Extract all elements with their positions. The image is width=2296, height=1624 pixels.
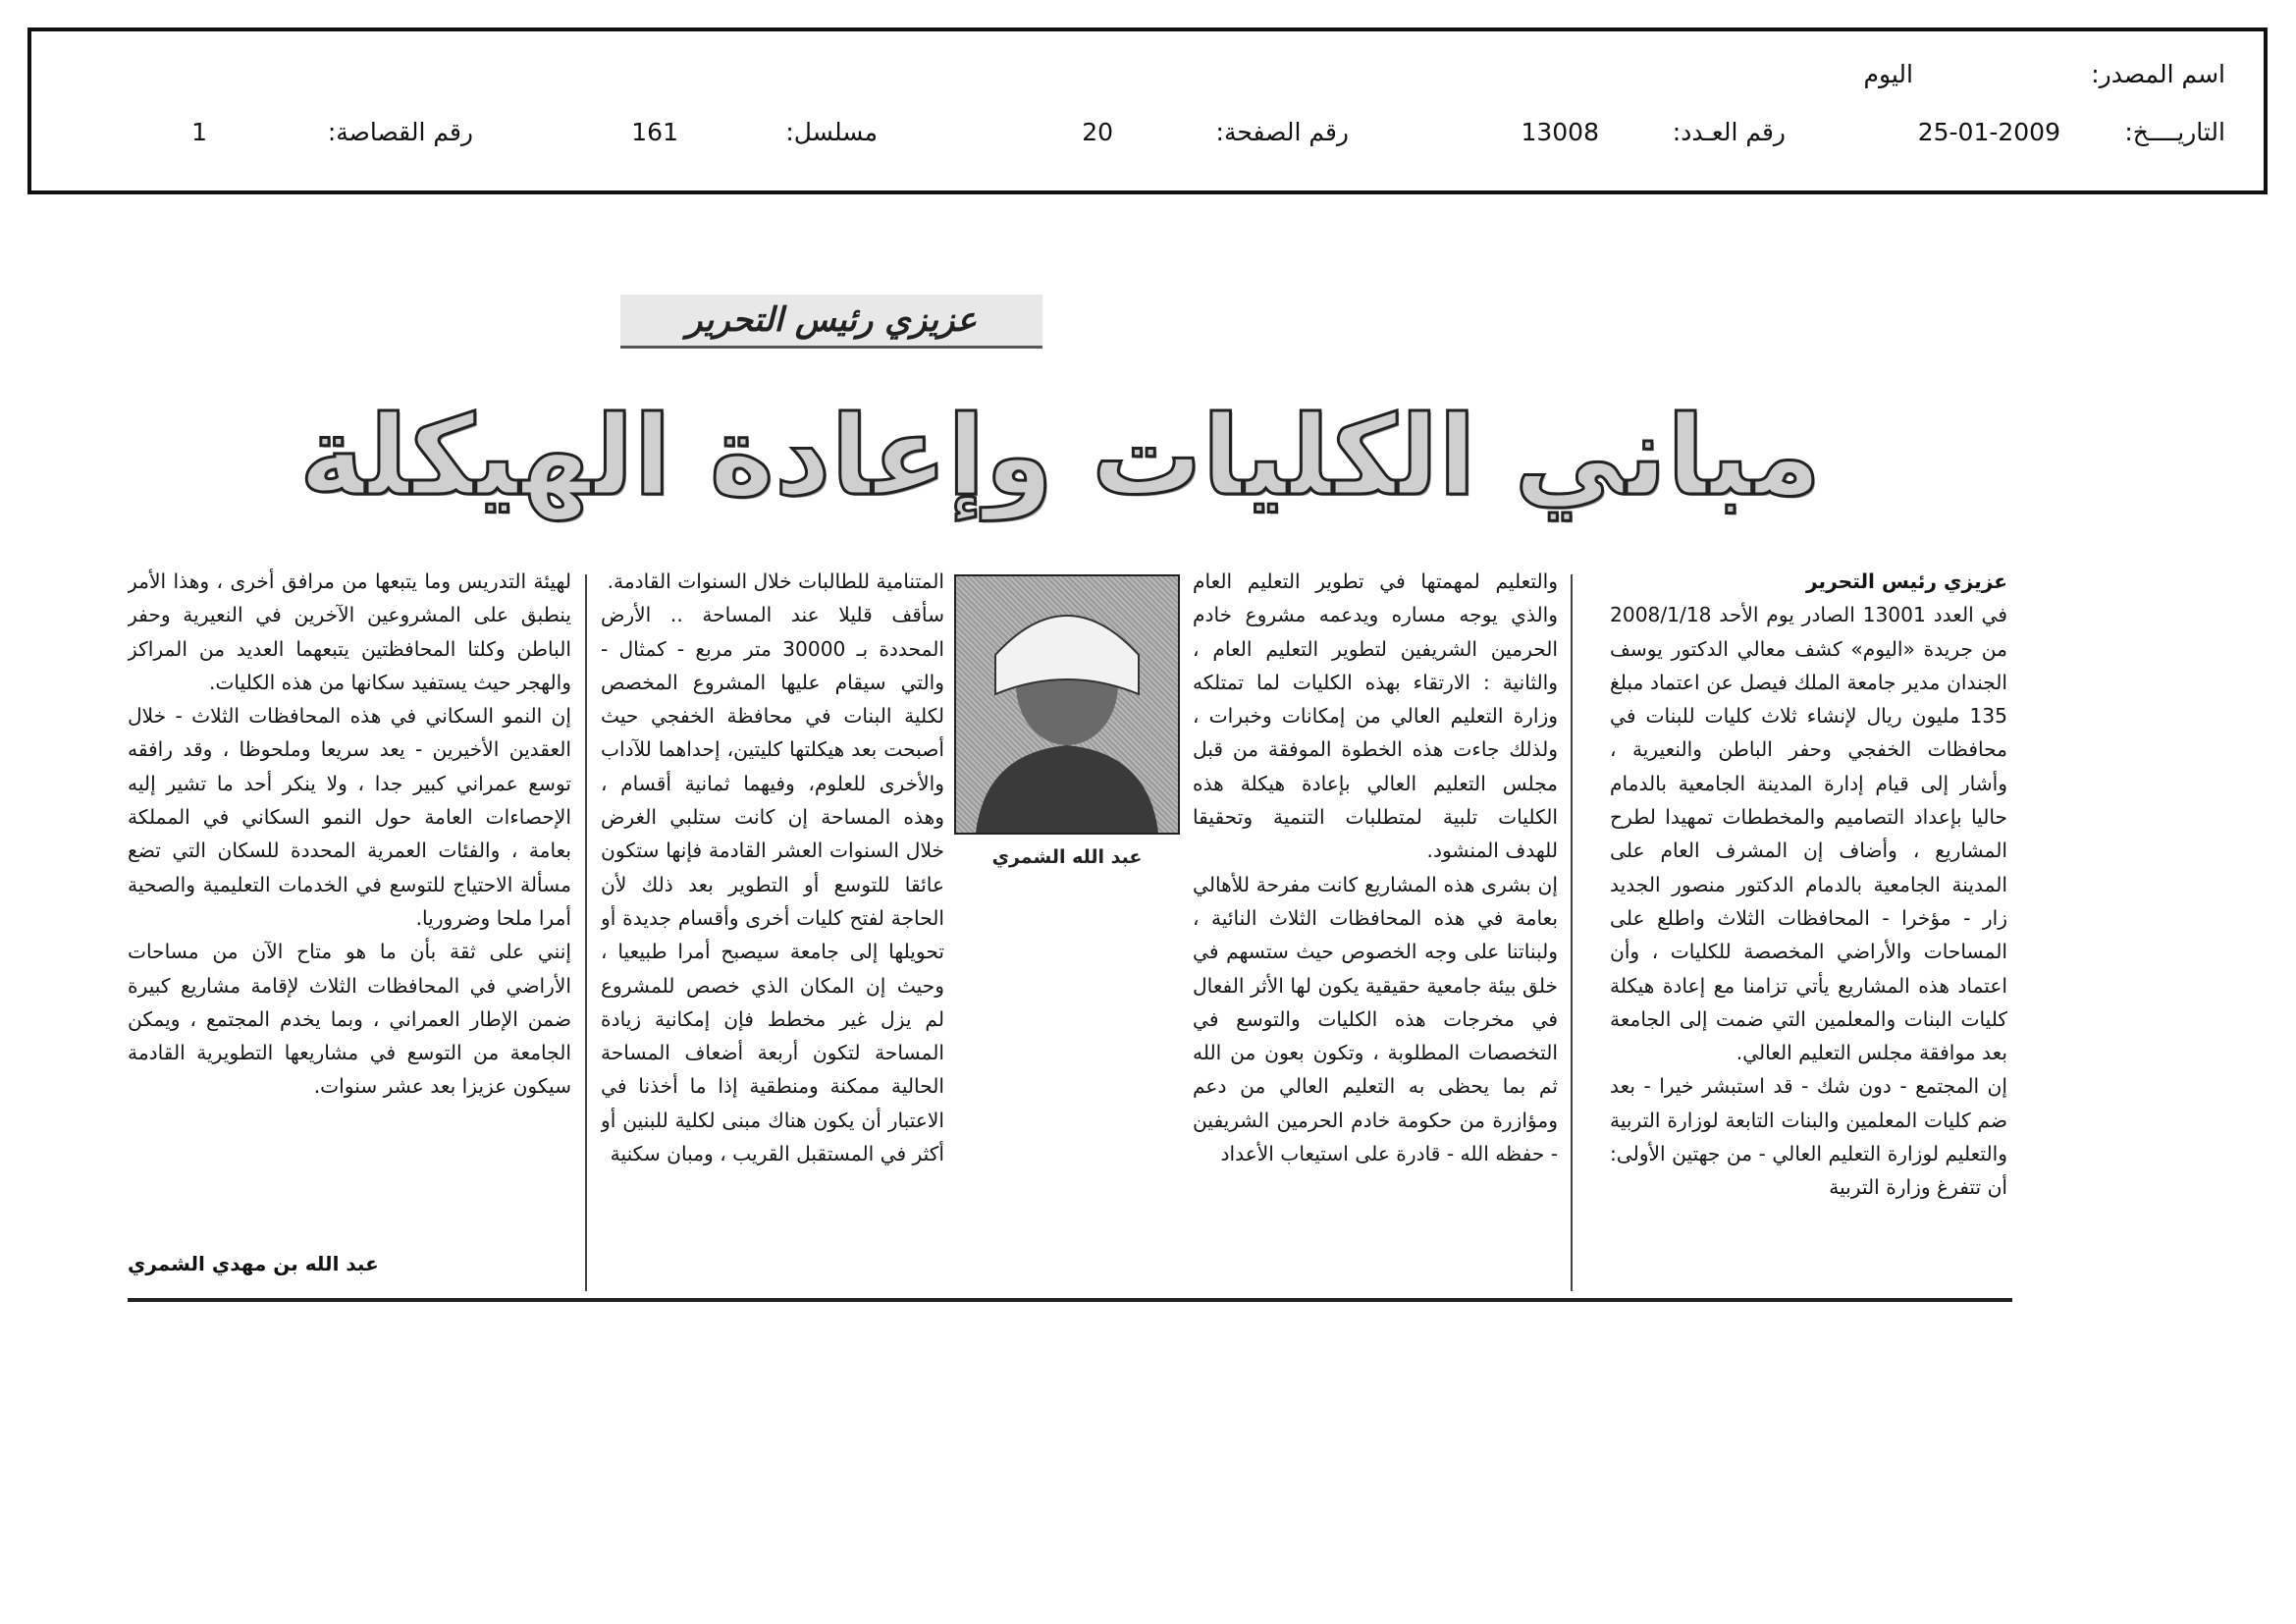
column-paragraph: إن النمو السكاني في هذه المحافظات الثلاث - خلال العقدين الأخيرين - يعد سريعا وملحوظا ، وقد رافقه توسع عمراني كبير جدا ، ولا ينكر أحد ما تشير إليه الإحصاءات العامة حول النمو السكاني في المملكة بعامة ، والفئات العمرية المحددة للسكان التي تضع مسألة الاحتياج للتوسع في الخدمات التعليمية والصحية أمرا ملحا وضروريا. bbox=[128, 704, 571, 930]
source-label: اسم المصدر: bbox=[2091, 60, 2225, 88]
person-silhouette-icon bbox=[956, 576, 1178, 833]
clipping-header bbox=[27, 27, 2268, 194]
page-label: رقم الصفحة: bbox=[1215, 118, 1349, 146]
author-signature: عبد الله بن مهدي الشمري bbox=[128, 1252, 379, 1275]
column-lead: عزيزي رئيس التحرير bbox=[1805, 569, 2007, 593]
article-column-3 bbox=[601, 565, 944, 1273]
column-divider bbox=[585, 574, 587, 1291]
column-paragraph: إنني على ثقة بأن ما هو متاح الآن من مساحات الأراضي في المحافظات الثلاث لإقامة مشاريع كبيرة ضمن الإطار العمراني ، وبما يخدم المجتمع ، ويمكن الجامعة من التوسع في مشاريعها التطويرية القادمة سيكون عزيزا بعد عشر سنوات. bbox=[128, 940, 571, 1099]
clip-label: رقم القصاصة: bbox=[327, 118, 473, 146]
issue-label: رقم العـدد: bbox=[1672, 118, 1786, 146]
issue-value: 13008 bbox=[1521, 118, 1599, 146]
page-value: 20 bbox=[1082, 118, 1113, 146]
date-value: 25-01-2009 bbox=[1917, 118, 2060, 146]
column-paragraph: سأقف قليلا عند المساحة .. الأرض المحددة بـ 30000 متر مربع - كمثال - والتي سيقام عليها المشروع المخصص لكلية البنات في محافظة الخفجي حيث أصبحت بعد هيكلتها كليتين، إحداهما للآداب والأخرى للعلوم، وفيهما ثمانية أقسام ، وهذه المساحة إن كانت ستلبي الغرض خلال السنوات العشر القادمة فإنها ستكون عائقا للتوسع أو التطوير بعد ذلك لأن الحاجة لفتح كليات أخرى وأقسام جديدة أو تحويلها إلى جامعة سيصبح أمرا طبيعيا ، وحيث إن المكان الذي خصص للمشروع لم يزل غير مخطط فإن إمكانية زيادة المساحة لتكون أربعة أضعاف المساحة الحالية ممكنة ومنطقية إذا ما أخذنا في الاعتبار أن يكون هناك مبنى لكلية للبنين أو أكثر في المستقبل القريب ، ومبان سكنية bbox=[601, 603, 944, 1166]
clip-value: 1 bbox=[191, 118, 207, 146]
source-value: اليوم bbox=[1863, 60, 1913, 88]
date-label: التاريــــخ: bbox=[2124, 118, 2225, 146]
column-paragraph: لهيئة التدريس وما يتبعها من مرافق أخرى ، وهذا الأمر ينطبق على المشروعين الآخرين في النعيرية وحفر الباطن وكلتا المحافظتين يتبعهما العديد من المراكز والهجر حيث يستفيد سكانها من هذه الكليات. bbox=[128, 569, 571, 694]
article-column-1 bbox=[1610, 565, 2007, 1273]
article-headline: مباني الكليات وإعادة الهيكلة bbox=[298, 393, 1822, 520]
author-photo bbox=[954, 574, 1180, 835]
column-divider bbox=[1571, 574, 1573, 1291]
article-column-2 bbox=[1193, 565, 1558, 1273]
photo-caption: عبد الله الشمري bbox=[991, 846, 1143, 868]
article-bottom-rule bbox=[128, 1298, 2012, 1302]
column-paragraph: والتعليم لمهمتها في تطوير التعليم العام والذي يوجه مساره ويدعمه مشروع خادم الحرمين الشريفين لتطوير التعليم العام ، والثانية : الارتقاء بهذه الكليات لما تمتلكه وزارة التعليم العالي من إمكانات وخبرات ، ولذلك جاءت هذه الخطوة الموفقة من قبل مجلس التعليم العالي بإعادة هيكلة هذه الكليات تلبية لمتطلبات التنمية وتحقيقا للهدف المنشود. bbox=[1193, 569, 1558, 863]
serial-label: مسلسل: bbox=[785, 118, 878, 146]
column-paragraph: إن المجتمع - دون شك - قد استبشر خيرا - بعد ضم كليات المعلمين والبنات التابعة لوزارة التربية والتعليم لوزارة التعليم العالي - من جهتين الأولى: أن تتفرغ وزارة التربية bbox=[1610, 1074, 2007, 1200]
column-paragraph: المتنامية للطالبات خلال السنوات القادمة. bbox=[607, 569, 944, 593]
article-column-4 bbox=[128, 565, 571, 1252]
column-paragraph: في العدد 13001 الصادر يوم الأحد 2008/1/18 من جريدة «اليوم» كشف معالي الدكتور يوسف الجندان مدير جامعة الملك فيصل عن اعتماد مبلغ 135 مليون ريال لإنشاء ثلاث كليات للبنات في محافظات الخفجي وحفر الباطن والنعيرية ، وأشار إلى قيام إدارة المدينة الجامعية بالدمام حاليا بإعداد التصاميم والمخططات تمهيدا لطرح المشاريع ، وأضاف إن المشرف العام على المدينة الجامعية بالدمام الدكتور منصور الجديد زار - مؤخرا - المحافظات الثلاث واطلع على المساحات والأراضي المخصصة للكليات ، وأن اعتماد هذه المشاريع يأتي تزامنا مع إعادة هيكلة كليات البنات والمعلمين التي ضمت إلى الجامعة بعد موافقة مجلس التعليم العالي. bbox=[1610, 603, 2007, 1065]
section-tag: عزيزي رئيس التحرير bbox=[620, 295, 1042, 349]
column-paragraph: إن بشرى هذه المشاريع كانت مفرحة للأهالي بعامة في هذه المحافظات الثلاث النائية ، ولبناتنا على وجه الخصوص حيث ستسهم في خلق بيئة جامعية حقيقية يكون لها الأثر الفعال في مخرجات هذه الكليات والتوسع في التخصصات المطلوبة ، وتكون بعون من الله ثم بما يحظى به التعليم العالي من دعم ومؤازرة من حكومة خادم الحرمين الشريفين - حفظه الله - قادرة على استيعاب الأعداد bbox=[1193, 872, 1558, 1166]
serial-value: 161 bbox=[631, 118, 678, 146]
